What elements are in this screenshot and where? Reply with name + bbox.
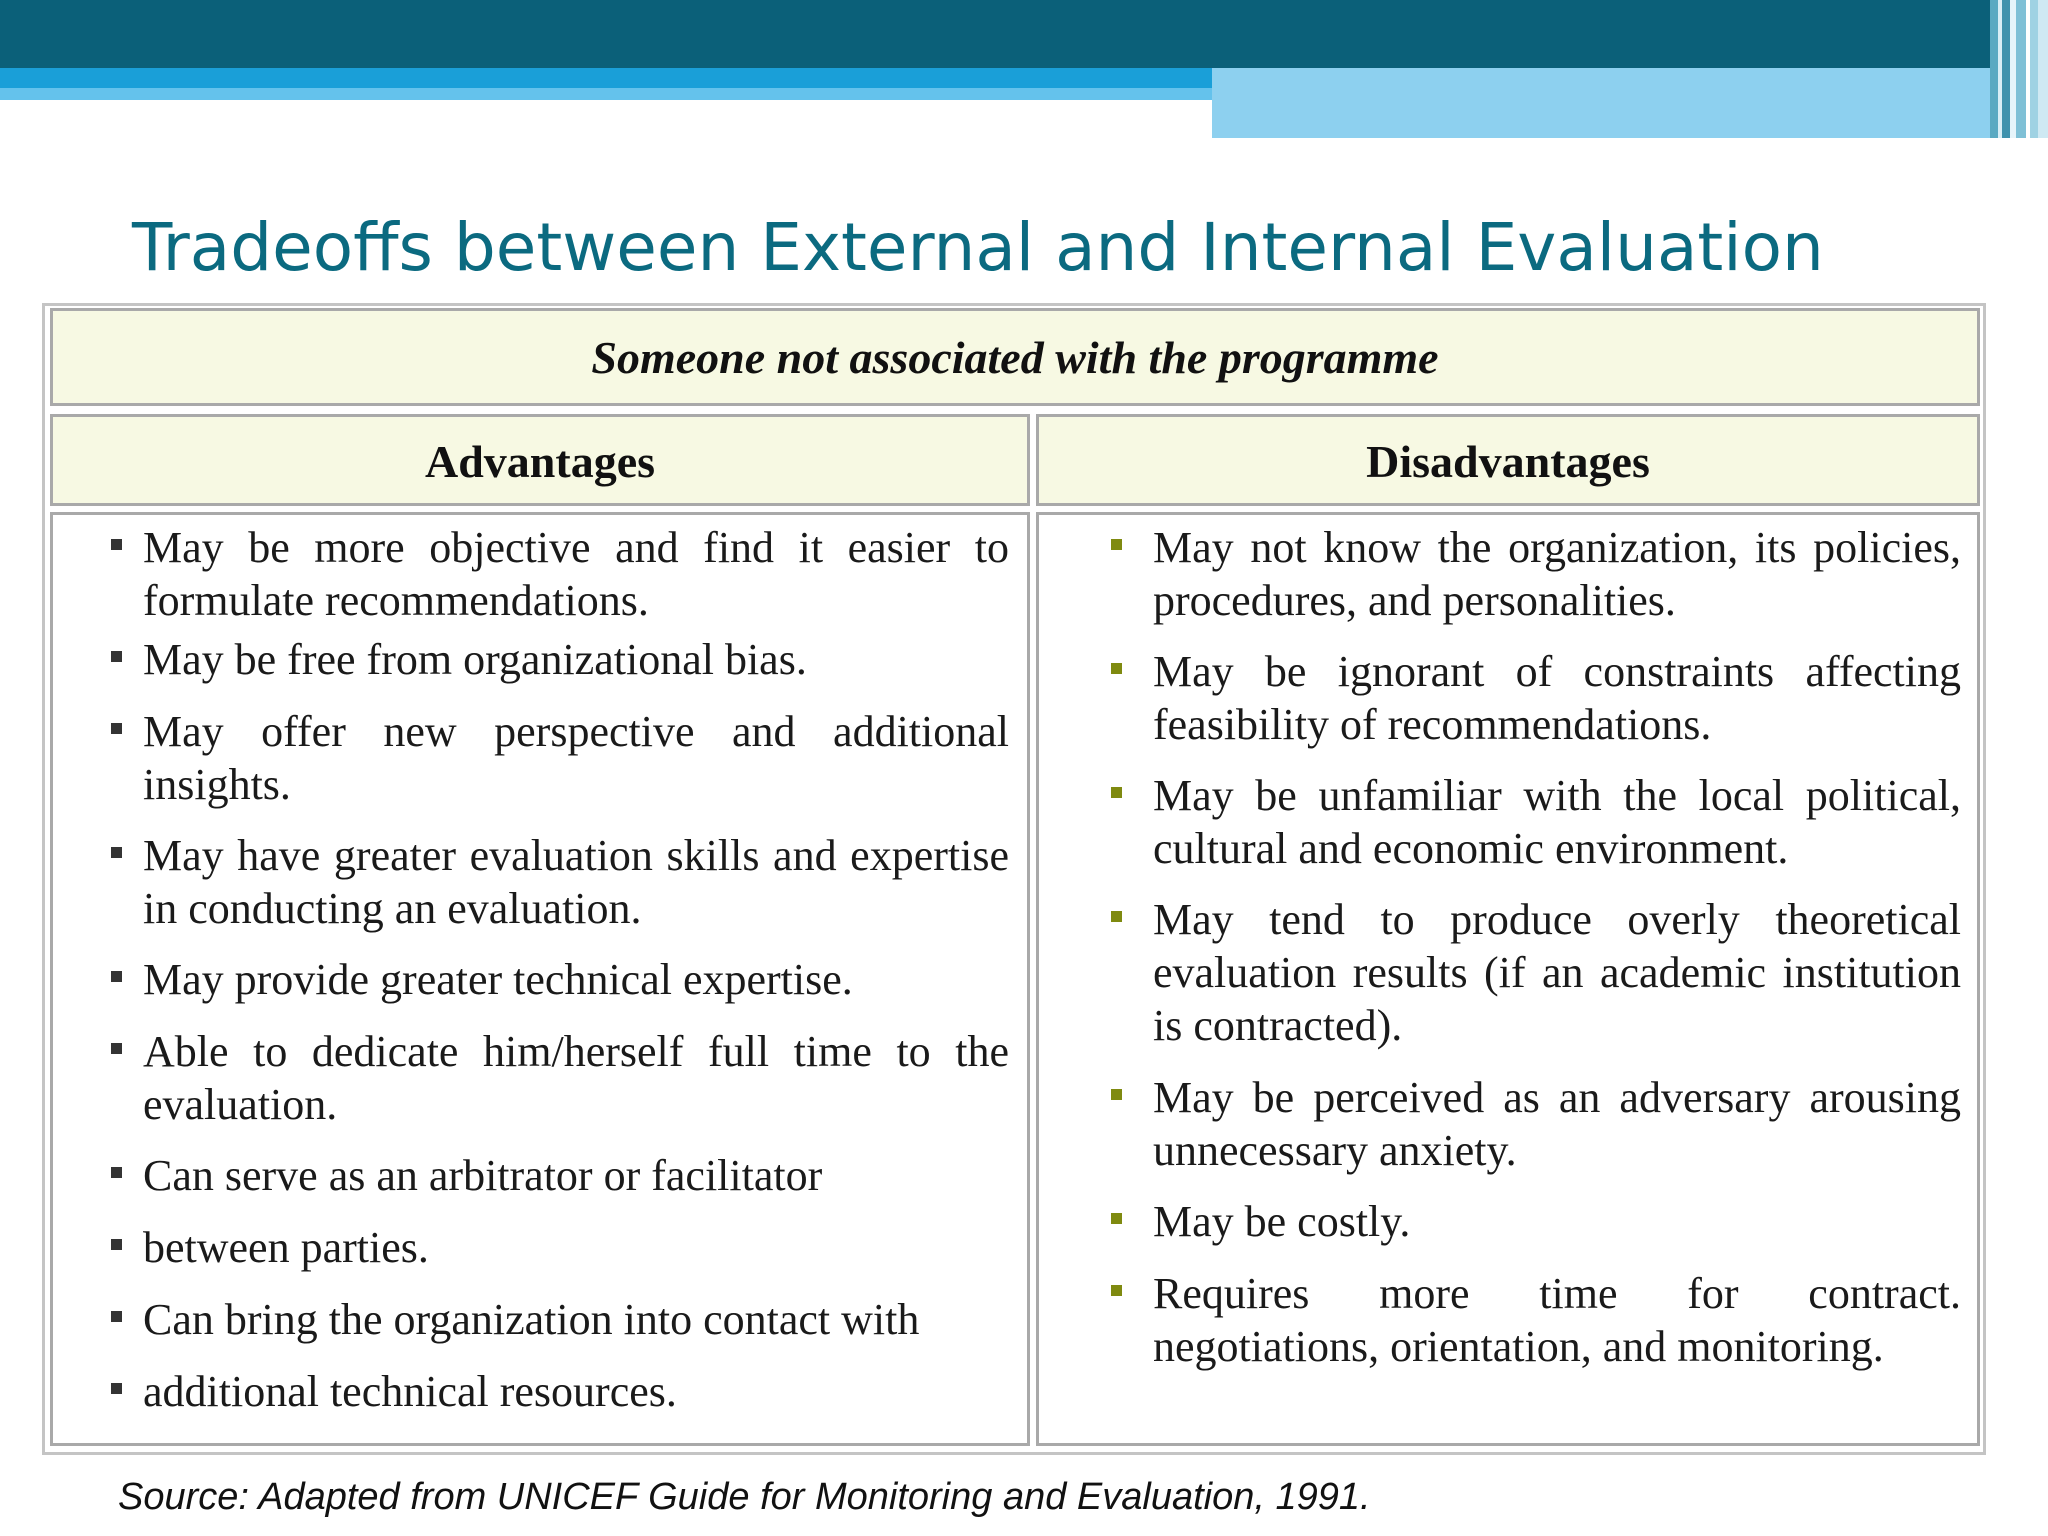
advantages-list-cell (50, 512, 1030, 1446)
banner-blue-band-lower (0, 88, 1212, 100)
list-item: additional technical resources. (111, 1365, 1009, 1418)
list-item: May offer new perspective and additional insights. (111, 705, 1009, 811)
bullet-icon (111, 971, 122, 982)
banner-dark-band (0, 0, 2048, 68)
bullet-icon (111, 651, 122, 662)
bullet-icon (1111, 663, 1122, 674)
list-item: Can serve as an arbitrator or facilitator (111, 1149, 1009, 1202)
bullet-icon (1111, 1213, 1122, 1224)
list-item: May be more objective and find it easier to formulate recommendations. (111, 521, 1009, 627)
list-item: May have greater evaluation skills and expertise in conducting an evaluation. (111, 829, 1009, 935)
bullet-icon (1111, 539, 1122, 550)
banner-light-band (1212, 68, 2048, 138)
list-item: Can bring the organization into contact with (111, 1293, 1009, 1346)
disadvantages-list-cell (1036, 512, 1980, 1446)
list-item: May not know the organization, its policies, procedures, and personalities. (1109, 521, 1961, 627)
advantages-header-cell (50, 414, 1030, 506)
list-item: May be perceived as an adversary arousing unnecessary anxiety. (1109, 1071, 1961, 1177)
list-item: Able to dedicate him/herself full time to the evaluation. (111, 1025, 1009, 1131)
bullet-icon (1111, 1089, 1122, 1100)
bullet-icon (111, 539, 122, 550)
bullet-icon (111, 1311, 122, 1322)
disadvantages-header-cell (1036, 414, 1980, 506)
bullet-icon (1111, 1285, 1122, 1296)
bullet-icon (1111, 787, 1122, 798)
list-item: Requires more time for contract. negotiations, orientation, and monitoring. (1109, 1267, 1961, 1373)
advantages-header: Advantages (424, 436, 656, 487)
list-item: May tend to produce overly theoretical evaluation results (if an academic institution is contracted). (1109, 893, 1961, 1052)
slide-title: Tradeoffs between External and Internal Evaluation (132, 209, 1824, 286)
bullet-icon (1111, 911, 1122, 922)
source-caption: Source: Adapted from UNICEF Guide for Monitoring and Evaluation, 1991. (118, 1476, 1371, 1518)
list-item: between parties. (111, 1221, 1009, 1274)
bullet-icon (111, 1239, 122, 1250)
list-item: May be free from organizational bias. (111, 633, 1009, 686)
bullet-icon (111, 1383, 122, 1394)
table-heading: Someone not associated with the programme (591, 332, 1439, 383)
list-item: May be unfamiliar with the local political, cultural and economic environment. (1109, 769, 1961, 875)
banner-stripes (1990, 0, 2048, 138)
table-heading-cell (50, 308, 1980, 406)
bullet-icon (111, 1043, 122, 1054)
list-item: May be costly. (1109, 1195, 1961, 1248)
bullet-icon (111, 1167, 122, 1178)
list-item: May provide greater technical expertise. (111, 953, 1009, 1006)
bullet-icon (111, 723, 122, 734)
disadvantages-header: Disadvantages (1366, 436, 1650, 487)
bullet-icon (111, 847, 122, 858)
list-item: May be ignorant of constraints affecting feasibility of recommendations. (1109, 645, 1961, 751)
